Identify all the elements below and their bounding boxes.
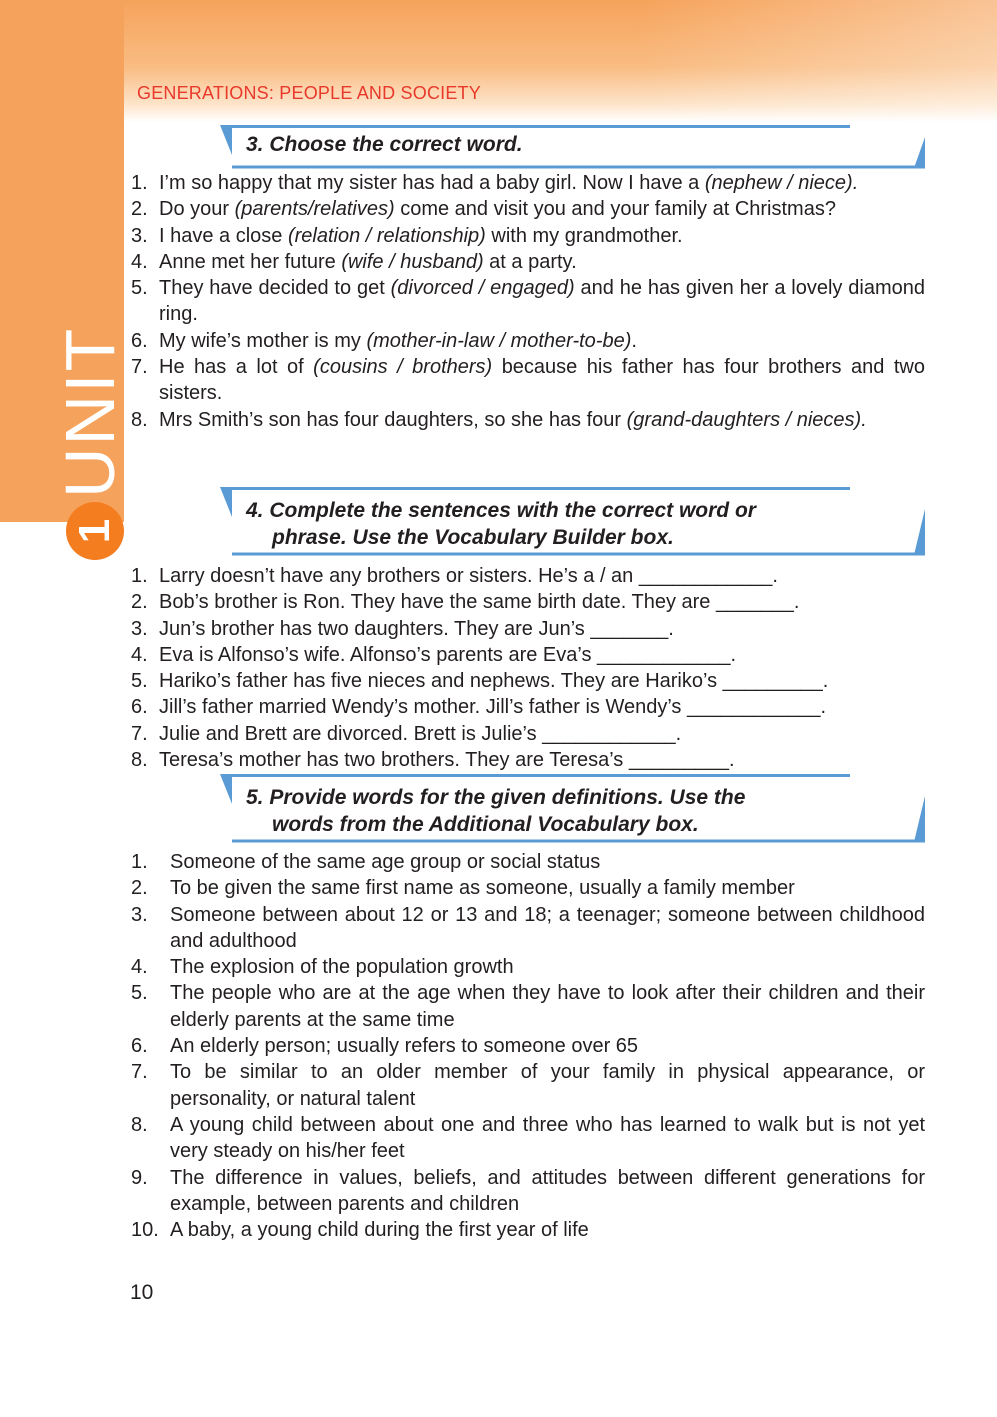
list-item: 8. Mrs Smith’s son has four daughters, so she has four (grand-daughters / nieces). bbox=[131, 408, 867, 431]
list-item: 7. He has a lot of (cousins / brothers) because his father has four brothers and two sisters. bbox=[131, 356, 925, 405]
list-item: 10. A baby, a young child during the first year of life bbox=[131, 1219, 589, 1242]
exercise-5-title: 5. Provide words for the given definitions. Use the words from the Additional Vocabulary box. bbox=[246, 786, 746, 836]
exercise-4-banner bbox=[220, 487, 925, 557]
exercise-4-list bbox=[131, 563, 925, 773]
list-item: 6. Jill’s father married Wendy’s mother. Jill’s father is Wendy’s ____________. bbox=[131, 696, 827, 719]
list-item: 7. Julie and Brett are divorced. Brett is Julie’s ____________. bbox=[131, 722, 682, 745]
list-item: 2. To be given the same first name as someone, usually a family member bbox=[131, 877, 795, 900]
list-item: 2. Do your (parents/relatives) come and visit you and your family at Christmas? bbox=[131, 198, 836, 221]
list-item: 9. The difference in values, beliefs, and attitudes between different generations for example, between parents and children bbox=[131, 1166, 925, 1215]
list-item: 6. My wife’s mother is my (mother-in-law / mother-to-be). bbox=[131, 329, 637, 352]
list-item: 1. Someone of the same age group or social status bbox=[131, 851, 601, 873]
list-item: 3. I have a close (relation / relationship) with my grandmother. bbox=[131, 224, 683, 247]
list-item: 1. I’m so happy that my sister has had a baby girl. Now I have a (nephew / niece). bbox=[131, 172, 859, 194]
exercise-4-title: 4. Complete the sentences with the correct word or phrase. Use the Vocabulary Builder box. bbox=[246, 499, 756, 549]
running-head: GENERATIONS: PEOPLE AND SOCIETY bbox=[137, 83, 481, 103]
list-item: 4. Eva is Alfonso’s wife. Alfonso’s parents are Eva’s ____________. bbox=[131, 643, 737, 666]
exercise-3-banner bbox=[220, 125, 925, 170]
exercise-5-banner bbox=[220, 774, 925, 844]
list-item: 3. Jun’s brother has two daughters. They are Jun’s _______. bbox=[131, 617, 674, 640]
unit-number: 1 bbox=[69, 518, 119, 544]
exercise-3-list bbox=[131, 170, 925, 433]
list-item: 8. Teresa’s mother has two brothers. They are Teresa’s _________. bbox=[131, 749, 735, 772]
list-item: 4. The explosion of the population growth bbox=[131, 956, 514, 979]
list-item: 4. Anne met her future (wife / husband) at a party. bbox=[131, 250, 577, 273]
exercise-5-list bbox=[131, 849, 925, 1243]
list-item: 5. The people who are at the age when they have to look after their children and their elderly parents at the same time bbox=[131, 982, 925, 1031]
list-item: 5. Hariko’s father has five nieces and nephews. They are Hariko’s _________. bbox=[131, 670, 829, 693]
list-item: 3. Someone between about 12 or 13 and 18; a teenager; someone between childhood and adulthood bbox=[131, 903, 925, 952]
unit-label: UNIT bbox=[51, 326, 129, 498]
list-item: 1. Larry doesn’t have any brothers or sisters. He’s a / an ____________. bbox=[131, 565, 778, 587]
unit-number-badge bbox=[66, 502, 124, 560]
list-item: 5. They have decided to get (divorced / engaged) and he has given her a lovely diamond ring. bbox=[131, 277, 925, 326]
list-item: 2. Bob’s brother is Ron. They have the same birth date. They are _______. bbox=[131, 591, 800, 614]
page-number: 10 bbox=[130, 1281, 154, 1304]
list-item: 8. A young child between about one and three who has learned to walk but is not yet very steady on his/her feet bbox=[131, 1113, 925, 1163]
header-band-fade bbox=[640, 0, 997, 122]
list-item: 6. An elderly person; usually refers to someone over 65 bbox=[131, 1035, 639, 1058]
list-item: 7. To be similar to an older member of your family in physical appearance, or personality, or natural talent bbox=[131, 1061, 925, 1110]
exercise-3-title: 3. Choose the correct word. bbox=[246, 133, 523, 156]
